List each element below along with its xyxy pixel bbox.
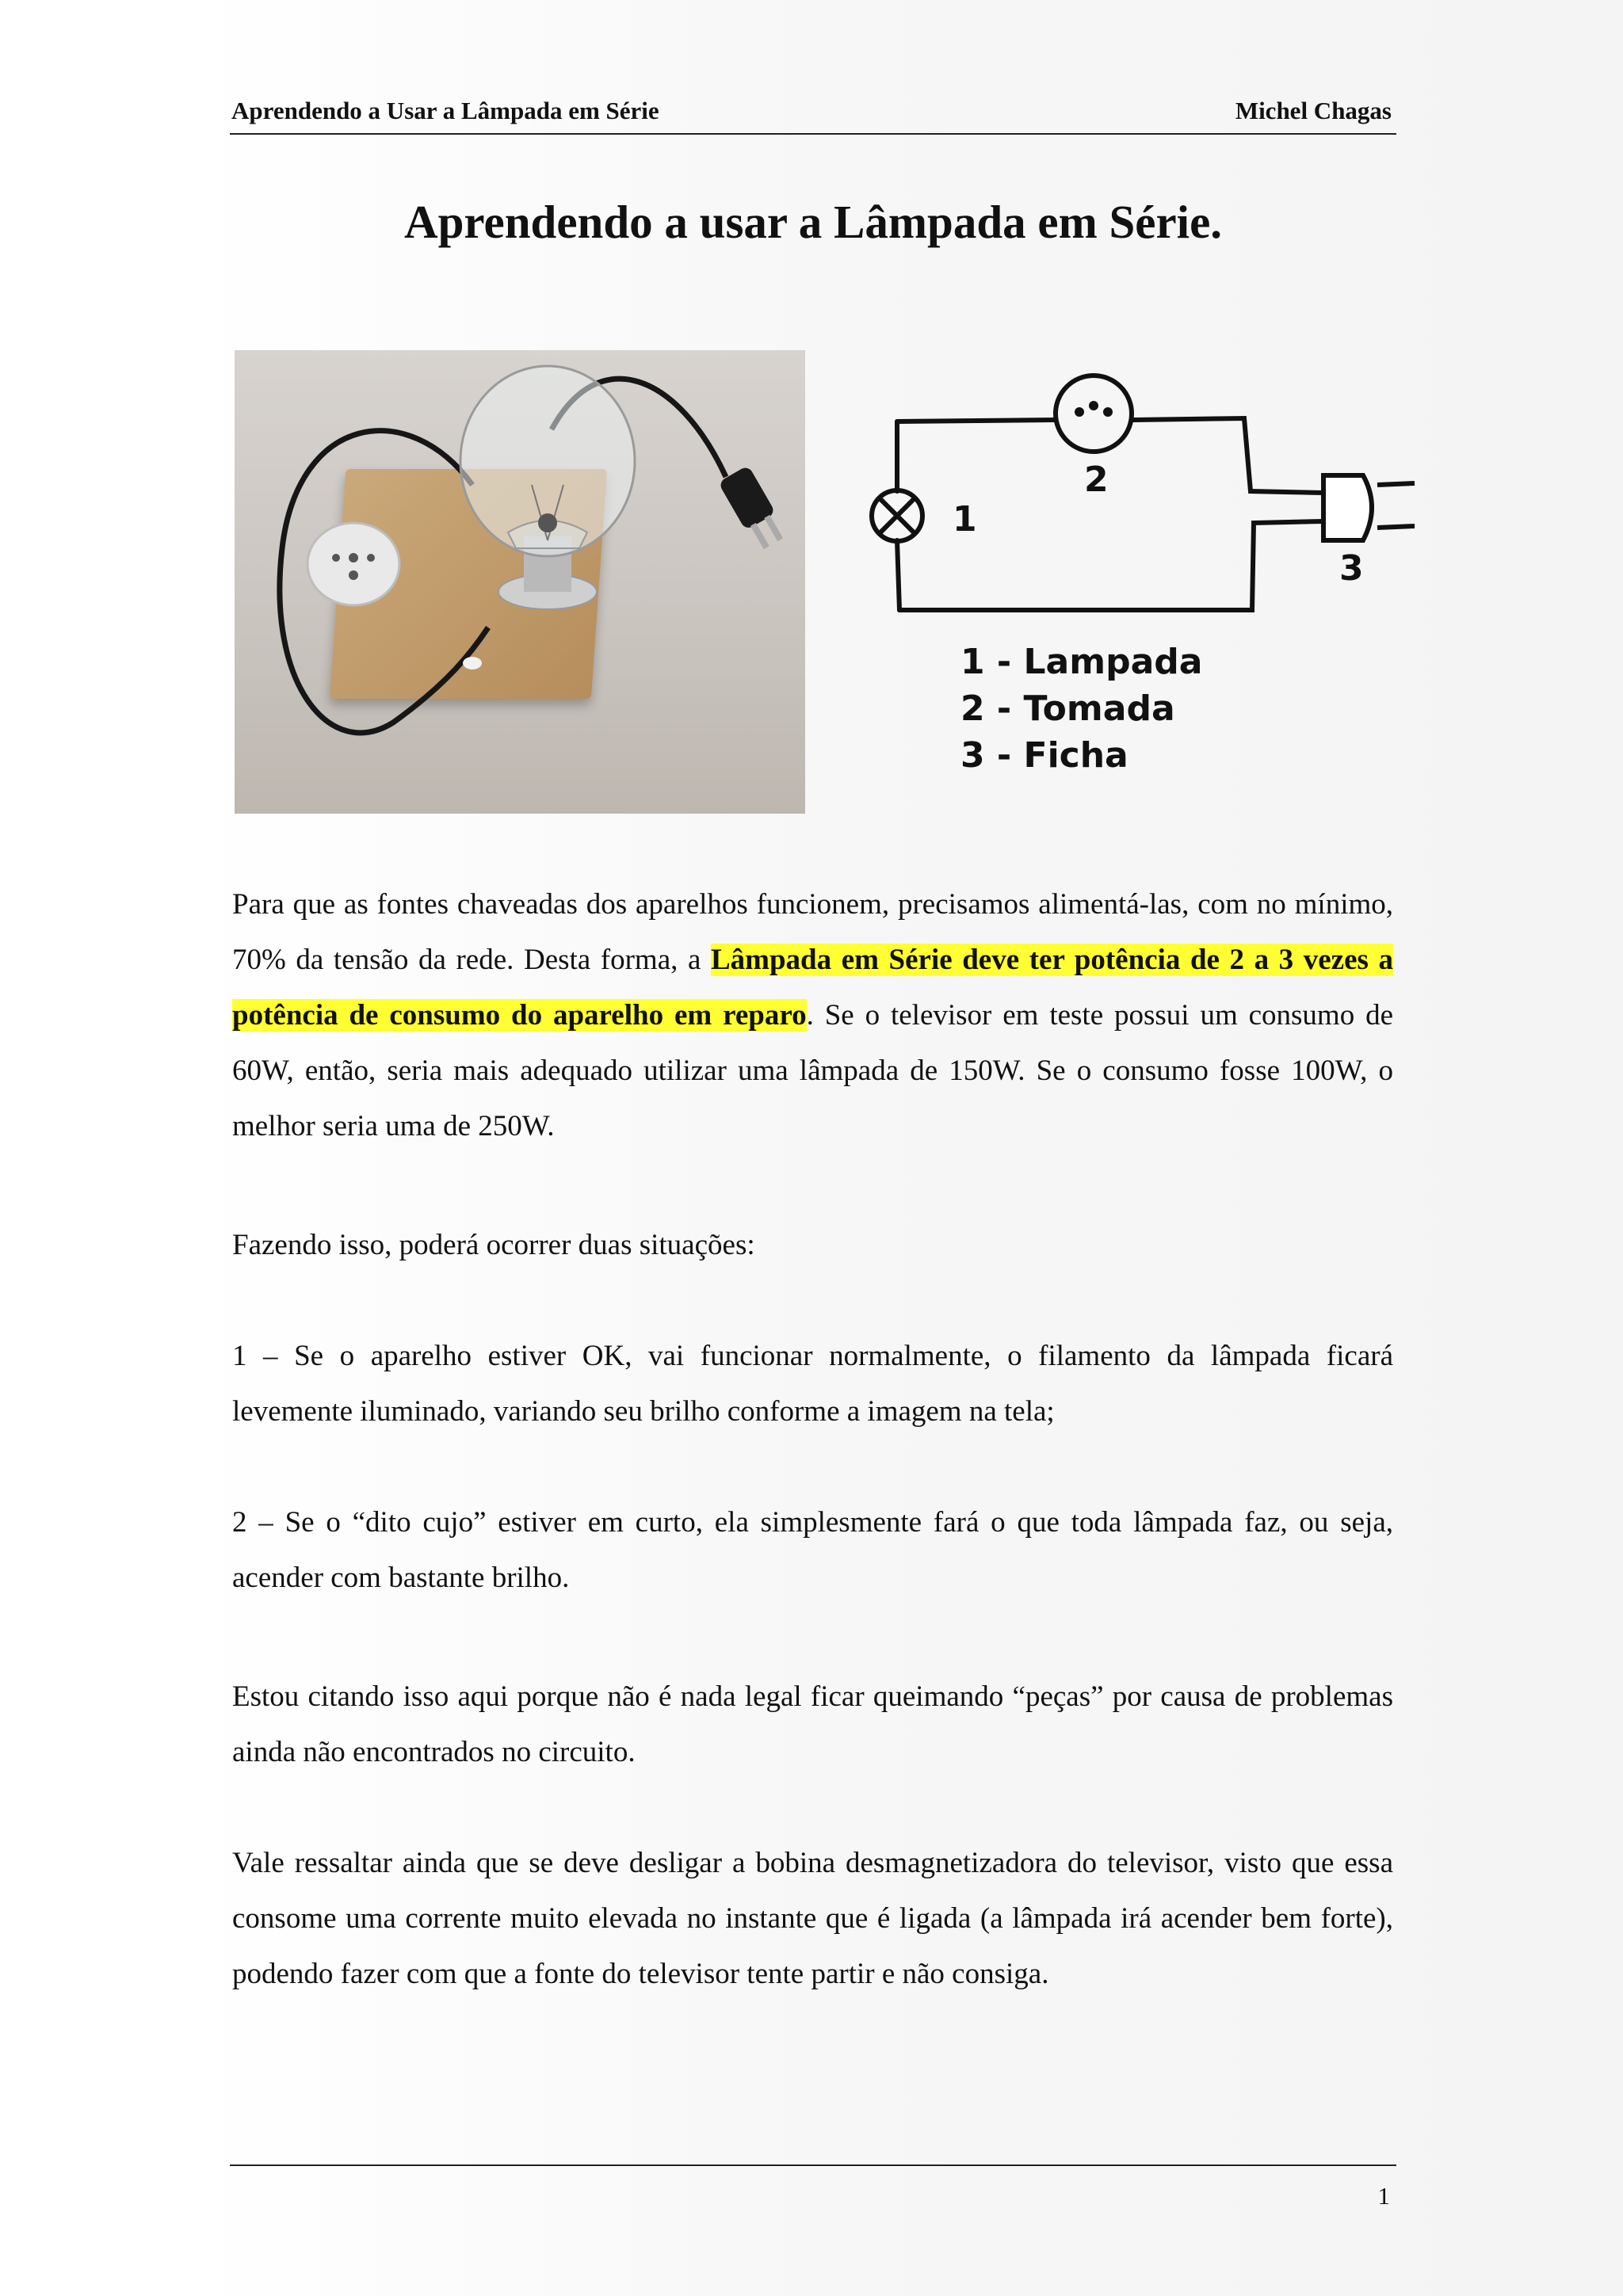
wire-top-right xyxy=(1133,418,1323,493)
light-bulb-icon xyxy=(460,366,635,556)
lamp-symbol-icon xyxy=(872,490,922,541)
header-author: Michel Chagas xyxy=(1235,97,1392,124)
plug-symbol-icon xyxy=(1323,475,1415,540)
legend-item-ficha: 3 - Ficha xyxy=(960,735,1128,776)
label-2: 2 xyxy=(1084,460,1109,500)
page-title: Aprendendo a usar a Lâmpada em Série. xyxy=(403,196,1223,248)
label-3: 3 xyxy=(1339,548,1364,589)
paragraph-reason: Estou citando isso aqui porque não é nada legal ficar queimando “peças” por causa de problemas ainda não encontrados no circuito. xyxy=(232,1680,1393,1768)
diagram-legend xyxy=(960,639,1202,779)
paragraph-1-example: . Se o televisor em teste possui um consumo de 60W, então, seria mais adequado utilizar uma lâmpada de 150W. Se o consumo fosse 100W, o melhor seria uma de 250W. xyxy=(232,999,1393,1142)
paragraph-power-requirement xyxy=(232,877,1393,1154)
wire-top-left xyxy=(897,420,1054,421)
legend-item-tomada: 2 - Tomada xyxy=(960,688,1175,729)
series-lamp-photo-drawing xyxy=(235,350,805,814)
paragraph-situation-1: 1 – Se o aparelho estiver OK, vai funcionar normalmente, o filamento da lâmpada ficará levemente iluminado, variando seu brilho conforme a imagem na tela; xyxy=(232,1340,1393,1428)
plug-icon xyxy=(718,465,789,552)
outlet-symbol-icon xyxy=(1056,376,1132,452)
page-number: 1 xyxy=(1377,2182,1390,2210)
paragraph-1-intro: Para que as fontes chaveadas dos aparelhos funcionem, precisamos alimentá-las, com no mínimo, 70% da tensão da rede. Desta forma, a xyxy=(232,888,1393,976)
circuit-diagram-drawing xyxy=(848,364,1419,666)
page-footer xyxy=(230,2164,1396,2210)
cable-clip xyxy=(463,657,482,669)
paragraph-situations-intro: Fazendo isso, poderá ocorrer duas situações: xyxy=(232,1229,755,1261)
highlighted-power-rule: Lâmpada em Série deve ter potência de 2 a 3 vezes a potência de consumo do aparelho em reparo xyxy=(232,944,1393,1032)
paragraph-situation-2: 2 – Se o “dito cujo” estiver em curto, ela simplesmente fará o que toda lâmpada faz, ou seja, acender com bastante brilho. xyxy=(232,1506,1393,1594)
label-1: 1 xyxy=(953,499,977,540)
socket-icon xyxy=(307,523,399,605)
page-header xyxy=(230,97,1396,135)
legend-item-lampada: 1 - Lampada xyxy=(960,642,1203,682)
wire-left-lower xyxy=(897,540,899,610)
paragraph-degaussing-note: Vale ressaltar ainda que se deve desligar a bobina desmagnetizadora do televisor, visto que essa consome uma corrente muito elevada no instante que é ligada (a lâmpada irá acender bem forte), podendo fazer com que a fonte do televisor tente partir e não consiga. xyxy=(232,1847,1393,1990)
series-lamp-photo xyxy=(235,350,805,814)
header-document-title: Aprendendo a Usar a Lâmpada em Série xyxy=(231,97,659,124)
